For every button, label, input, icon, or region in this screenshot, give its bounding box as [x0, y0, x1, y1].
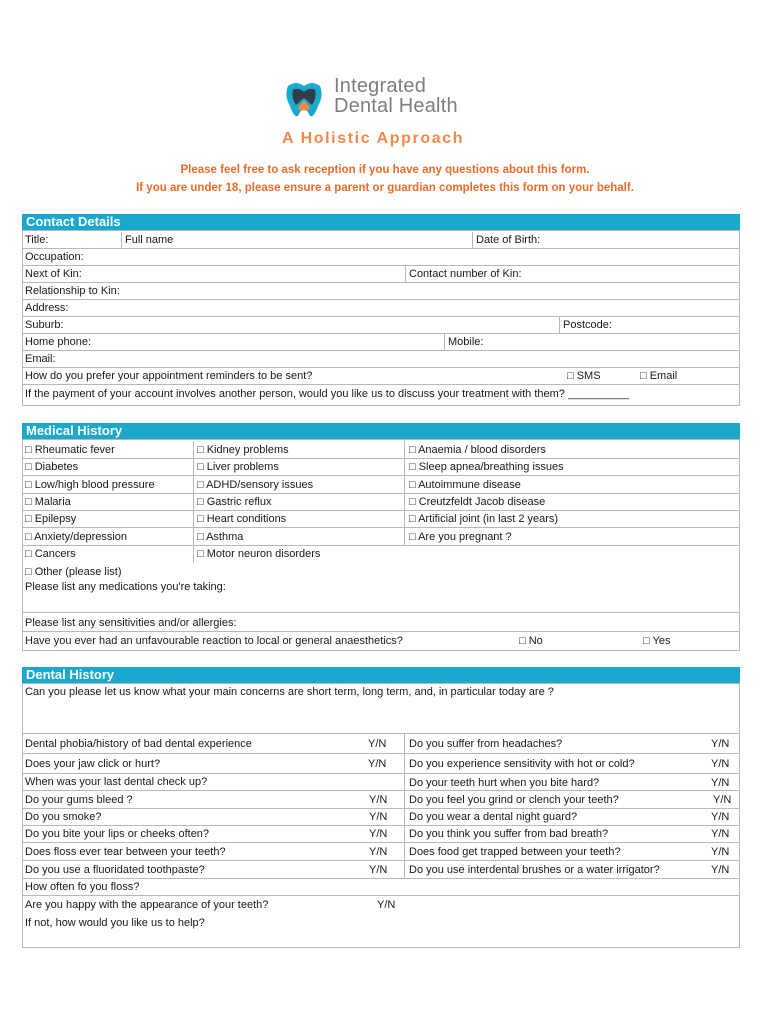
dental-question: Do you feel you grind or clench your teeth?: [409, 794, 619, 806]
condition-checkbox[interactable]: □ Artificial joint (in last 2 years): [409, 513, 559, 525]
dental-question: Do you use a fluoridated toothpaste?: [25, 864, 205, 876]
grid-divider: [404, 733, 405, 879]
dental-history-heading: Dental History: [22, 667, 740, 683]
condition-checkbox[interactable]: □ Rheumatic fever: [25, 444, 115, 456]
yn-answer[interactable]: Y/N: [711, 811, 730, 823]
mobile-field[interactable]: Mobile:: [444, 334, 483, 351]
grid-divider: [404, 790, 740, 791]
condition-checkbox[interactable]: □ Kidney problems: [197, 444, 289, 456]
dental-question: Do you experience sensitivity with hot or cold?: [409, 758, 635, 770]
grid-divider: [22, 545, 740, 546]
concerns-field[interactable]: Can you please let us know what your main concerns are short term, long term, and, in particular today are ?: [25, 686, 554, 698]
dental-question: Do you wear a dental night guard?: [409, 811, 578, 823]
grid-divider: [22, 475, 740, 476]
logo-name: Integrated Dental Health: [334, 75, 458, 117]
dental-question: How often fo you floss?: [25, 881, 140, 893]
grid-divider: [22, 878, 740, 879]
condition-checkbox[interactable]: □ Low/high blood pressure: [25, 479, 155, 491]
dental-question: When was your last dental check up?: [25, 776, 208, 788]
row-reminders: [22, 368, 740, 385]
condition-checkbox[interactable]: □ Cancers: [25, 548, 76, 560]
yn-answer[interactable]: Y/N: [368, 738, 387, 750]
dental-question: Does floss ever tear between your teeth?: [25, 846, 226, 858]
dental-question: Do you bite your lips or cheeks often?: [25, 828, 210, 840]
grid-divider: [404, 842, 740, 843]
dental-question: Does your jaw click or hurt?: [25, 758, 161, 770]
grid-divider: [22, 631, 740, 632]
kin-contact-field[interactable]: Contact number of Kin:: [405, 266, 522, 283]
title-field[interactable]: Title:: [25, 234, 49, 246]
grid-divider: [22, 612, 740, 613]
payment-question[interactable]: If the payment of your account involves another person, would you like us to discuss your treatment with them? __________: [25, 388, 630, 400]
grid-divider: [22, 493, 740, 494]
grid-divider: [22, 773, 404, 774]
dental-question: Do you think you suffer from bad breath?: [409, 828, 609, 840]
sensitivities-field[interactable]: Please list any sensitivities and/or allergies:: [25, 617, 237, 629]
yn-answer[interactable]: Y/N: [711, 846, 730, 858]
condition-checkbox[interactable]: □ Malaria: [25, 496, 71, 508]
medical-history-heading: Medical History: [22, 423, 740, 439]
yn-answer[interactable]: Y/N: [369, 846, 388, 858]
condition-checkbox[interactable]: □ Epilepsy: [25, 513, 77, 525]
condition-checkbox[interactable]: □ Liver problems: [197, 461, 279, 473]
contact-details-heading: Contact Details: [22, 214, 740, 230]
next-of-kin-field[interactable]: Next of Kin:: [25, 268, 82, 280]
grid-divider: [22, 895, 740, 896]
relationship-field[interactable]: Relationship to Kin:: [25, 285, 120, 297]
grid-divider: [404, 860, 740, 861]
logo: [278, 74, 518, 154]
grid-divider: [22, 733, 740, 734]
dob-field[interactable]: Date of Birth:: [472, 232, 540, 249]
tooth-logo-icon: [282, 78, 326, 122]
anaesthetic-question: Have you ever had an unfavourable reaction to local or general anaesthetics?: [25, 635, 403, 647]
row-payment: [22, 386, 740, 403]
condition-checkbox[interactable]: □ Gastric reflux: [197, 496, 272, 508]
yn-answer[interactable]: Y/N: [711, 828, 730, 840]
row-email: [22, 351, 740, 368]
row-title: [22, 232, 740, 249]
grid-divider: [404, 753, 740, 754]
condition-checkbox[interactable]: □ Diabetes: [25, 461, 79, 473]
yn-answer[interactable]: Y/N: [369, 864, 388, 876]
condition-checkbox[interactable]: □ Creutzfeldt Jacob disease: [409, 496, 546, 508]
row-kin: [22, 266, 740, 283]
yn-answer[interactable]: Y/N: [369, 828, 388, 840]
dental-question: Does food get trapped between your teeth?: [409, 846, 621, 858]
grid-divider: [22, 860, 404, 861]
grid-divider: [404, 808, 740, 809]
grid-divider: [22, 842, 404, 843]
yn-answer[interactable]: Y/N: [711, 738, 730, 750]
occupation-field[interactable]: Occupation:: [25, 251, 84, 263]
reminders-question: How do you prefer your appointment reminders to be sent?: [25, 370, 313, 382]
dental-question: Are you happy with the appearance of your teeth?: [25, 899, 269, 911]
grid-divider: [404, 825, 740, 826]
yn-answer[interactable]: Y/N: [713, 794, 732, 806]
condition-checkbox[interactable]: □ Anaemia / blood disorders: [409, 444, 546, 456]
dental-question: If not, how would you like us to help?: [25, 917, 205, 929]
grid-divider: [22, 808, 404, 809]
address-field[interactable]: Address:: [25, 302, 69, 314]
dental-question: Dental phobia/history of bad dental experience: [25, 738, 252, 750]
yn-answer[interactable]: Y/N: [368, 758, 387, 770]
yn-answer[interactable]: Y/N: [711, 864, 730, 876]
condition-checkbox[interactable]: □ Anxiety/depression: [25, 531, 128, 543]
yn-answer[interactable]: Y/N: [369, 811, 388, 823]
grid-divider: [22, 790, 404, 791]
reminder-email-checkbox[interactable]: □ Email: [640, 370, 678, 382]
yn-answer[interactable]: Y/N: [711, 758, 730, 770]
dental-question: Do your teeth hurt when you bite hard?: [409, 777, 600, 789]
dental-question: Do your gums bleed ?: [25, 794, 133, 806]
grid-divider: [22, 753, 404, 754]
grid-divider: [22, 510, 740, 511]
condition-checkbox[interactable]: □ Heart conditions: [197, 513, 287, 525]
dental-question: Do you use interdental brushes or a water irrigator?: [409, 864, 660, 876]
medications-field[interactable]: Please list any medications you're taking:: [25, 581, 226, 593]
dental-question: Do you smoke?: [25, 811, 102, 823]
postcode-field[interactable]: Postcode:: [559, 317, 612, 334]
row-relationship: [22, 283, 740, 300]
grid-divider: [22, 825, 404, 826]
grid-divider: [404, 773, 740, 774]
grid-divider: [22, 527, 740, 528]
home-phone-field[interactable]: Home phone:: [25, 336, 92, 348]
full-name-field[interactable]: Full name: [121, 232, 173, 249]
row-suburb: [22, 317, 740, 334]
condition-checkbox[interactable]: □ Asthma: [197, 531, 244, 543]
logo-tagline: A Holistic Approach: [282, 130, 465, 147]
anaesthetic-no-checkbox[interactable]: □ No: [519, 635, 543, 647]
condition-checkbox[interactable]: □ Sleep apnea/breathing issues: [409, 461, 564, 473]
grid-divider: [22, 458, 740, 459]
yn-answer[interactable]: Y/N: [377, 899, 396, 911]
row-address: [22, 300, 740, 317]
notice-under-18: If you are under 18, please ensure a parent or guardian completes this form on your behalf.: [136, 182, 634, 194]
anaesthetic-yes-checkbox[interactable]: □ Yes: [643, 635, 671, 647]
suburb-field[interactable]: Suburb:: [25, 319, 64, 331]
dental-question: Do you suffer from headaches?: [409, 738, 563, 750]
yn-answer[interactable]: Y/N: [711, 777, 730, 789]
condition-checkbox[interactable]: □ ADHD/sensory issues: [197, 479, 314, 491]
condition-checkbox[interactable]: □ Autoimmune disease: [409, 479, 521, 491]
condition-checkbox[interactable]: □ Motor neuron disorders: [197, 548, 321, 560]
other-condition-checkbox[interactable]: □ Other (please list): [25, 566, 122, 578]
notice-questions: Please feel free to ask reception if you have any questions about this form.: [180, 164, 590, 176]
condition-checkbox[interactable]: □ Are you pregnant ?: [409, 531, 512, 543]
reminder-sms-checkbox[interactable]: □ SMS: [567, 370, 601, 382]
row-occupation: [22, 249, 740, 266]
yn-answer[interactable]: Y/N: [369, 794, 388, 806]
row-phone: [22, 334, 740, 351]
email-field[interactable]: Email:: [25, 353, 56, 365]
